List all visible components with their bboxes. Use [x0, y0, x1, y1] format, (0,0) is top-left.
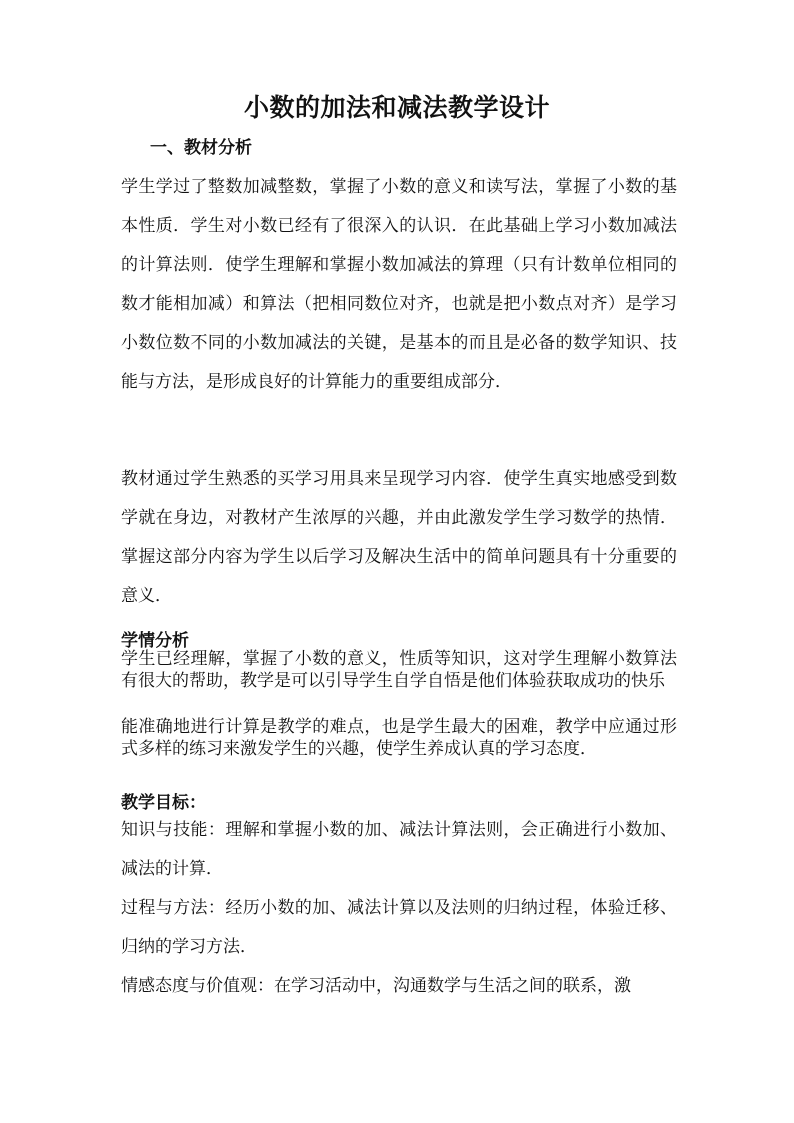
paragraph-goal-process-method: 过程与方法：经历小数的加、减法计算以及法则的归纳过程，体验迁移、归纳的学习方法． — [121, 898, 677, 957]
paragraph-goal-emotion-values: 情感态度与价值观：在学习活动中，沟通数学与生活之间的联系，激 — [121, 976, 631, 996]
document-title: 小数的加法和减法教学设计 — [243, 93, 550, 122]
paragraph-goal-knowledge-skills: 知识与技能：理解和掌握小数的加、减法计算法则，会正确进行小数加、减法的计算． — [121, 820, 677, 879]
paragraph-textbook-analysis-2: 教材通过学生熟悉的买学习用具来呈现学习内容．使学生真实地感受到数学就在身边，对教材产生浓厚的兴趣，并由此激发学生学习数学的热情．掌握这部分内容为学生以后学习及解决生活中的简单问题具有十分重要的意义． — [121, 469, 677, 606]
section-heading-student-analysis: 学情分析 — [121, 631, 189, 651]
paragraph-textbook-analysis-1: 学生学过了整数加减整数，掌握了小数的意义和读写法，掌握了小数的基本性质．学生对小数已经有了很深入的认识．在此基础上学习小数加减法的计算法则．使学生理解和掌握小数加减法的算理（只有计数单位相同的数才能相加减）和算法（把相同数位对齐，也就是把小数点对齐）是学习小数位数不同的小数加减法的关键，是基本的而且是必备的数学知识、技能与方法，是形成良好的计算能力的重要组成部分． — [121, 177, 677, 392]
paragraph-student-analysis-1: 学生已经理解，掌握了小数的意义，性质等知识，这对学生理解小数算法有很大的帮助，教学是可以引导学生自学自悟是他们体验获取成功的快乐 — [121, 649, 677, 691]
section-heading-textbook-analysis: 一、教材分析 — [150, 138, 252, 158]
paragraph-student-analysis-2: 能准确地进行计算是教学的难点，也是学生最大的困难，教学中应通过形式多样的练习来激发学生的兴趣，使学生养成认真的学习态度． — [121, 717, 677, 759]
section-heading-teaching-goals: 教学目标： — [121, 793, 206, 813]
